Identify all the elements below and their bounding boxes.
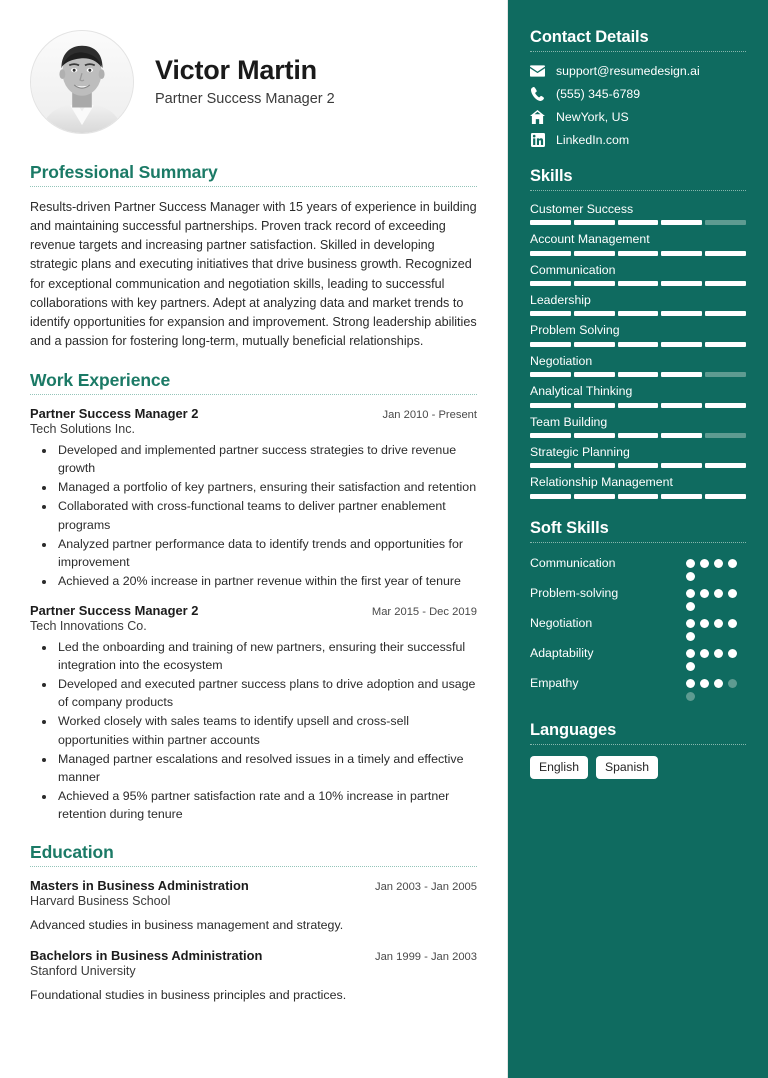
soft-skill-dot xyxy=(728,559,737,568)
skill-segment xyxy=(618,433,659,438)
skill-segment xyxy=(618,251,659,256)
soft-skill-dot xyxy=(714,619,723,628)
skill-item xyxy=(530,202,746,225)
skill-item xyxy=(530,475,746,498)
language-pill: Spanish xyxy=(596,756,658,780)
skill-level-bar xyxy=(530,220,746,225)
skill-segment xyxy=(574,372,615,377)
skill-segment xyxy=(530,220,571,225)
skill-segment xyxy=(661,220,702,225)
soft-skill-item xyxy=(530,554,746,581)
avatar xyxy=(30,30,134,134)
skill-segment xyxy=(574,342,615,347)
skill-segment xyxy=(705,342,746,347)
education-degree: Masters in Business Administration xyxy=(30,878,249,894)
skill-segment xyxy=(705,311,746,316)
contact-item[interactable] xyxy=(530,132,746,147)
skill-segment xyxy=(530,433,571,438)
skill-item xyxy=(530,415,746,438)
skill-item xyxy=(530,323,746,346)
skill-level-bar xyxy=(530,372,746,377)
skill-segment xyxy=(618,281,659,286)
soft-skill-dot xyxy=(686,692,695,701)
skill-segment xyxy=(530,342,571,347)
language-pill-list xyxy=(530,756,746,780)
soft-skill-rating xyxy=(686,674,746,701)
skill-level-bar xyxy=(530,281,746,286)
skill-segment xyxy=(530,494,571,499)
section-professional-summary xyxy=(30,162,477,351)
soft-skill-rating xyxy=(686,584,746,611)
phone-icon xyxy=(530,86,545,101)
skill-segment xyxy=(705,281,746,286)
section-heading: Work Experience xyxy=(30,370,171,391)
skill-label: Negotiation xyxy=(530,353,593,368)
education-degree: Bachelors in Business Administration xyxy=(30,948,263,964)
skill-segment xyxy=(661,372,702,377)
heading-divider xyxy=(530,542,746,543)
skill-segment xyxy=(574,220,615,225)
soft-skill-item xyxy=(530,644,746,671)
soft-skill-dot xyxy=(728,589,737,598)
skills-list xyxy=(530,202,746,499)
contact-value: NewYork, US xyxy=(556,109,629,124)
soft-skill-label: Communication xyxy=(530,555,616,570)
linkedin-icon xyxy=(530,132,545,147)
heading-divider xyxy=(530,744,746,745)
work-bullet: • Achieved a 20% increase in partner revenue within the first year of tenure xyxy=(56,572,477,590)
resume-header xyxy=(30,30,477,134)
skill-segment xyxy=(661,463,702,468)
soft-skill-dot xyxy=(700,619,709,628)
skill-label: Problem Solving xyxy=(530,323,620,338)
skill-segment xyxy=(661,494,702,499)
soft-skill-dot xyxy=(686,679,695,688)
work-bullet: • Developed and executed partner success plans to drive adoption and usage of company products xyxy=(56,675,477,711)
soft-skill-rating xyxy=(686,644,746,671)
education-entry-header xyxy=(30,878,477,893)
soft-skill-dot xyxy=(714,559,723,568)
section-heading: Soft Skills xyxy=(530,518,609,537)
soft-skill-item xyxy=(530,674,746,701)
contact-item[interactable] xyxy=(530,63,746,78)
education-date-range: Jan 1999 - Jan 2003 xyxy=(374,951,477,964)
job-title: Partner Success Manager 2 xyxy=(155,91,335,108)
skill-item xyxy=(530,293,746,316)
skill-segment xyxy=(661,403,702,408)
skill-level-bar xyxy=(530,251,746,256)
work-company: Tech Innovations Co. xyxy=(30,619,147,633)
skill-level-bar xyxy=(530,463,746,468)
skill-segment xyxy=(705,220,746,225)
user-photo-icon xyxy=(31,31,133,133)
skill-level-bar xyxy=(530,494,746,499)
section-soft-skills xyxy=(530,519,746,701)
soft-skills-list xyxy=(530,554,746,701)
work-date-range: Mar 2015 - Dec 2019 xyxy=(371,606,477,618)
education-school: Harvard Business School xyxy=(30,894,171,909)
page-title: Victor Martin xyxy=(155,55,317,86)
work-entry xyxy=(30,603,477,823)
soft-skill-dot xyxy=(686,572,695,581)
skill-segment xyxy=(574,281,615,286)
soft-skill-rating xyxy=(686,554,746,581)
work-bullet: • Analyzed partner performance data to identify trends and opportunities for improvement xyxy=(56,535,477,571)
skill-segment xyxy=(661,251,702,256)
skill-label: Communication xyxy=(530,262,616,277)
work-bullet: • Managed partner escalations and resolved issues in a timely and effective manner xyxy=(56,750,477,786)
section-heading: Languages xyxy=(530,720,617,739)
soft-skill-dot xyxy=(700,589,709,598)
header-text xyxy=(155,55,335,109)
work-entry-list xyxy=(30,406,477,823)
soft-skill-dot xyxy=(686,559,695,568)
heading-divider xyxy=(530,51,746,52)
skill-label: Account Management xyxy=(530,232,650,247)
skill-label: Relationship Management xyxy=(530,475,673,490)
soft-skill-dot xyxy=(714,649,723,658)
skill-segment xyxy=(661,433,702,438)
skill-segment xyxy=(661,281,702,286)
skill-segment xyxy=(618,463,659,468)
work-bullet: • Achieved a 95% partner satisfaction rate and a 10% increase in partner retention during tenure xyxy=(56,787,477,823)
skill-level-bar xyxy=(530,311,746,316)
section-contact-details xyxy=(530,28,746,147)
education-entry xyxy=(30,948,477,1005)
skill-segment xyxy=(705,433,746,438)
section-education xyxy=(30,842,477,1005)
heading-divider xyxy=(30,866,477,867)
skill-segment xyxy=(705,372,746,377)
work-role: Partner Success Manager 2 xyxy=(30,406,199,422)
soft-skill-dot xyxy=(728,649,737,658)
contact-item[interactable] xyxy=(530,86,746,101)
contact-value: (555) 345-6789 xyxy=(556,86,641,101)
education-entry xyxy=(30,878,477,935)
skill-level-bar xyxy=(530,342,746,347)
skill-label: Strategic Planning xyxy=(530,444,630,459)
work-date-range: Jan 2010 - Present xyxy=(382,409,477,422)
language-pill: English xyxy=(530,756,588,780)
skill-segment xyxy=(618,342,659,347)
skill-level-bar xyxy=(530,403,746,408)
soft-skill-dot xyxy=(686,662,695,671)
skill-item xyxy=(530,263,746,286)
work-bullet: • Worked closely with sales teams to identify upsell and cross-sell opportunities within partner accounts xyxy=(56,712,477,748)
section-skills xyxy=(530,167,746,499)
soft-skill-dot xyxy=(686,602,695,611)
work-bullet: • Developed and implemented partner success strategies to drive revenue growth xyxy=(56,441,477,477)
skill-item xyxy=(530,354,746,377)
heading-divider xyxy=(530,190,746,191)
skill-segment xyxy=(574,251,615,256)
education-description: Advanced studies in business management and strategy. xyxy=(30,918,344,933)
skill-segment xyxy=(618,311,659,316)
section-languages xyxy=(530,721,746,780)
skill-segment xyxy=(661,311,702,316)
work-bullet: • Managed a portfolio of key partners, ensuring their satisfaction and retention xyxy=(56,478,477,496)
education-description: Foundational studies in business principles and practices. xyxy=(30,988,347,1003)
education-school: Stanford University xyxy=(30,964,136,979)
skill-segment xyxy=(530,403,571,408)
soft-skill-dot xyxy=(686,619,695,628)
skill-segment xyxy=(705,463,746,468)
work-bullet-list xyxy=(30,441,477,590)
skill-label: Leadership xyxy=(530,293,591,308)
soft-skill-dot xyxy=(700,559,709,568)
skill-label: Customer Success xyxy=(530,202,634,216)
skill-segment xyxy=(530,372,571,377)
skill-segment xyxy=(705,494,746,499)
section-heading: Education xyxy=(30,842,114,863)
soft-skill-label: Adaptability xyxy=(530,645,594,660)
home-icon xyxy=(530,109,545,124)
section-heading: Skills xyxy=(530,167,573,185)
work-entry-header xyxy=(30,603,477,618)
soft-skill-dot xyxy=(686,649,695,658)
section-heading: Professional Summary xyxy=(30,162,218,182)
skill-segment xyxy=(618,372,659,377)
skill-segment xyxy=(574,311,615,316)
soft-skill-dot xyxy=(728,619,737,628)
contact-value: LinkedIn.com xyxy=(556,132,630,147)
summary-text: Results-driven Partner Success Manager with 15 years of experience in building and maintaining successful partnerships. Proven track record of exceeding revenue targets and increasing partner satisfaction. Skilled in developing strategic plans and executing initiatives that drive business growth. Recognized for exceptional communication and negotiation skills, leading to successful collaborations with key partners. Adept at analyzing data and market trends to identify opportunities for expansion and improvement. Strong leadership abilities and a passion for fostering long-term, mutually beneficial relationships. xyxy=(30,200,477,348)
work-role: Partner Success Manager 2 xyxy=(30,603,199,618)
skill-level-bar xyxy=(530,433,746,438)
section-work-experience xyxy=(30,370,477,823)
skill-segment xyxy=(661,342,702,347)
section-heading: Contact Details xyxy=(530,28,649,46)
skill-item xyxy=(530,232,746,255)
skill-segment xyxy=(530,463,571,468)
soft-skill-dot xyxy=(714,679,723,688)
soft-skill-rating xyxy=(686,614,746,641)
soft-skill-dot xyxy=(728,679,737,688)
work-company: Tech Solutions Inc. xyxy=(30,422,135,437)
skill-segment xyxy=(705,251,746,256)
skill-segment xyxy=(618,403,659,408)
skill-segment xyxy=(530,281,571,286)
contact-value: support@resumedesign.ai xyxy=(556,63,700,78)
work-bullet: • Collaborated with cross-functional teams to deliver partner enablement programs xyxy=(56,497,477,533)
soft-skill-item xyxy=(530,614,746,641)
resume-sidebar xyxy=(508,0,768,1078)
skill-segment xyxy=(530,251,571,256)
skill-item xyxy=(530,445,746,468)
soft-skill-dot xyxy=(700,679,709,688)
skill-item xyxy=(530,384,746,407)
heading-divider xyxy=(30,394,477,395)
contact-item[interactable] xyxy=(530,109,746,124)
work-bullet-list xyxy=(30,638,477,823)
soft-skill-label: Negotiation xyxy=(530,615,593,630)
education-entry-header xyxy=(30,948,477,963)
soft-skill-dot xyxy=(714,589,723,598)
work-entry xyxy=(30,406,477,590)
skill-segment xyxy=(574,403,615,408)
skill-segment xyxy=(618,494,659,499)
skill-segment xyxy=(574,463,615,468)
work-bullet: • Led the onboarding and training of new partners, ensuring their successful integration into the ecosystem xyxy=(56,638,477,674)
soft-skill-item xyxy=(530,584,746,611)
envelope-icon xyxy=(530,63,545,78)
skill-segment xyxy=(574,494,615,499)
work-entry-header xyxy=(30,406,477,421)
soft-skill-label: Problem-solving xyxy=(530,585,619,600)
skill-segment xyxy=(705,403,746,408)
contact-list xyxy=(530,63,746,147)
soft-skill-dot xyxy=(686,589,695,598)
skill-segment xyxy=(574,433,615,438)
soft-skill-dot xyxy=(700,649,709,658)
soft-skill-dot xyxy=(686,632,695,641)
skill-segment xyxy=(618,220,659,225)
heading-divider xyxy=(30,186,477,187)
soft-skill-label: Empathy xyxy=(530,675,579,690)
skill-label: Team Building xyxy=(530,414,608,429)
skill-segment xyxy=(530,311,571,316)
education-date-range: Jan 2003 - Jan 2005 xyxy=(374,881,477,894)
education-entry-list xyxy=(30,878,477,1005)
skill-label: Analytical Thinking xyxy=(530,384,633,399)
